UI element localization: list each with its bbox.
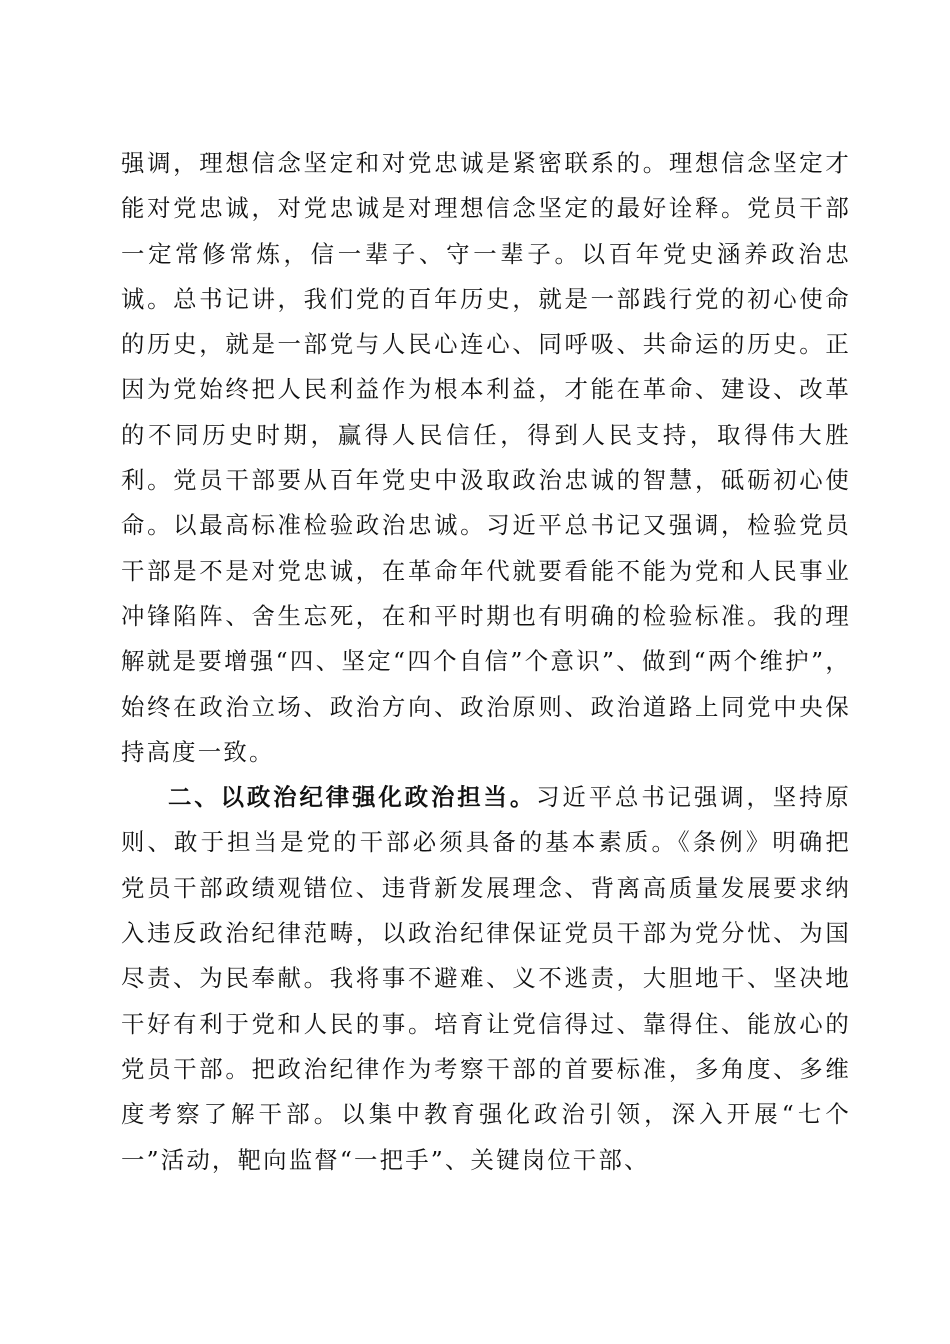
body-text (121, 141, 851, 1183)
paragraph-political-discipline (121, 775, 851, 1183)
paragraph-2-text: 习近平总书记强调，坚持原则、敢于担当是党的干部必须具备的基本素质。《条例》明确把党员干部政绩观错位、违背新发展理念、背离高质量发展要求纳入违反政治纪律范畴，以政治纪律保证党员干部为党分忧、为国尽责、为民奉献。我将事不避难、义不逃责，大胆地干、坚决地干好有利于党和人民的事。培育让党信得过、靠得住、能放心的党员干部。把政治纪律作为考察干部的首要标准，多角度、多维度考察了解干部。以集中教育强化政治引领，深入开展“七个一”活动，靶向监督“一把手”、关键岗位干部、 (121, 783, 851, 1174)
paragraph-political-loyalty (121, 141, 851, 775)
paragraph-1-text: 强调，理想信念坚定和对党忠诚是紧密联系的。理想信念坚定才能对党忠诚，对党忠诚是对理想信念坚定的最好诠释。党员干部一定常修常炼，信一辈子、守一辈子。以百年党史涵养政治忠诚。总书记讲，我们党的百年历史，就是一部践行党的初心使命的历史，就是一部党与人民心连心、同呼吸、共命运的历史。正因为党始终把人民利益作为根本利益，才能在革命、建设、改革的不同历史时期，赢得人民信任，得到人民支持，取得伟大胜利。党员干部要从百年党史中汲取政治忠诚的智慧，砥砺初心使命。以最高标准检验政治忠诚。习近平总书记又强调，检验党员干部是不是对党忠诚，在革命年代就要看能不能为党和人民事业冲锋陷阵、舍生忘死，在和平时期也有明确的检验标准。我的理解就是要增强“四、坚定“四个自信”个意识”、做到“两个维护”，始终在政治立场、政治方向、政治原则、政治道路上同党中央保持高度一致。 (121, 149, 851, 766)
section-heading-2: 二、以政治纪律强化政治担当。 (168, 783, 537, 812)
